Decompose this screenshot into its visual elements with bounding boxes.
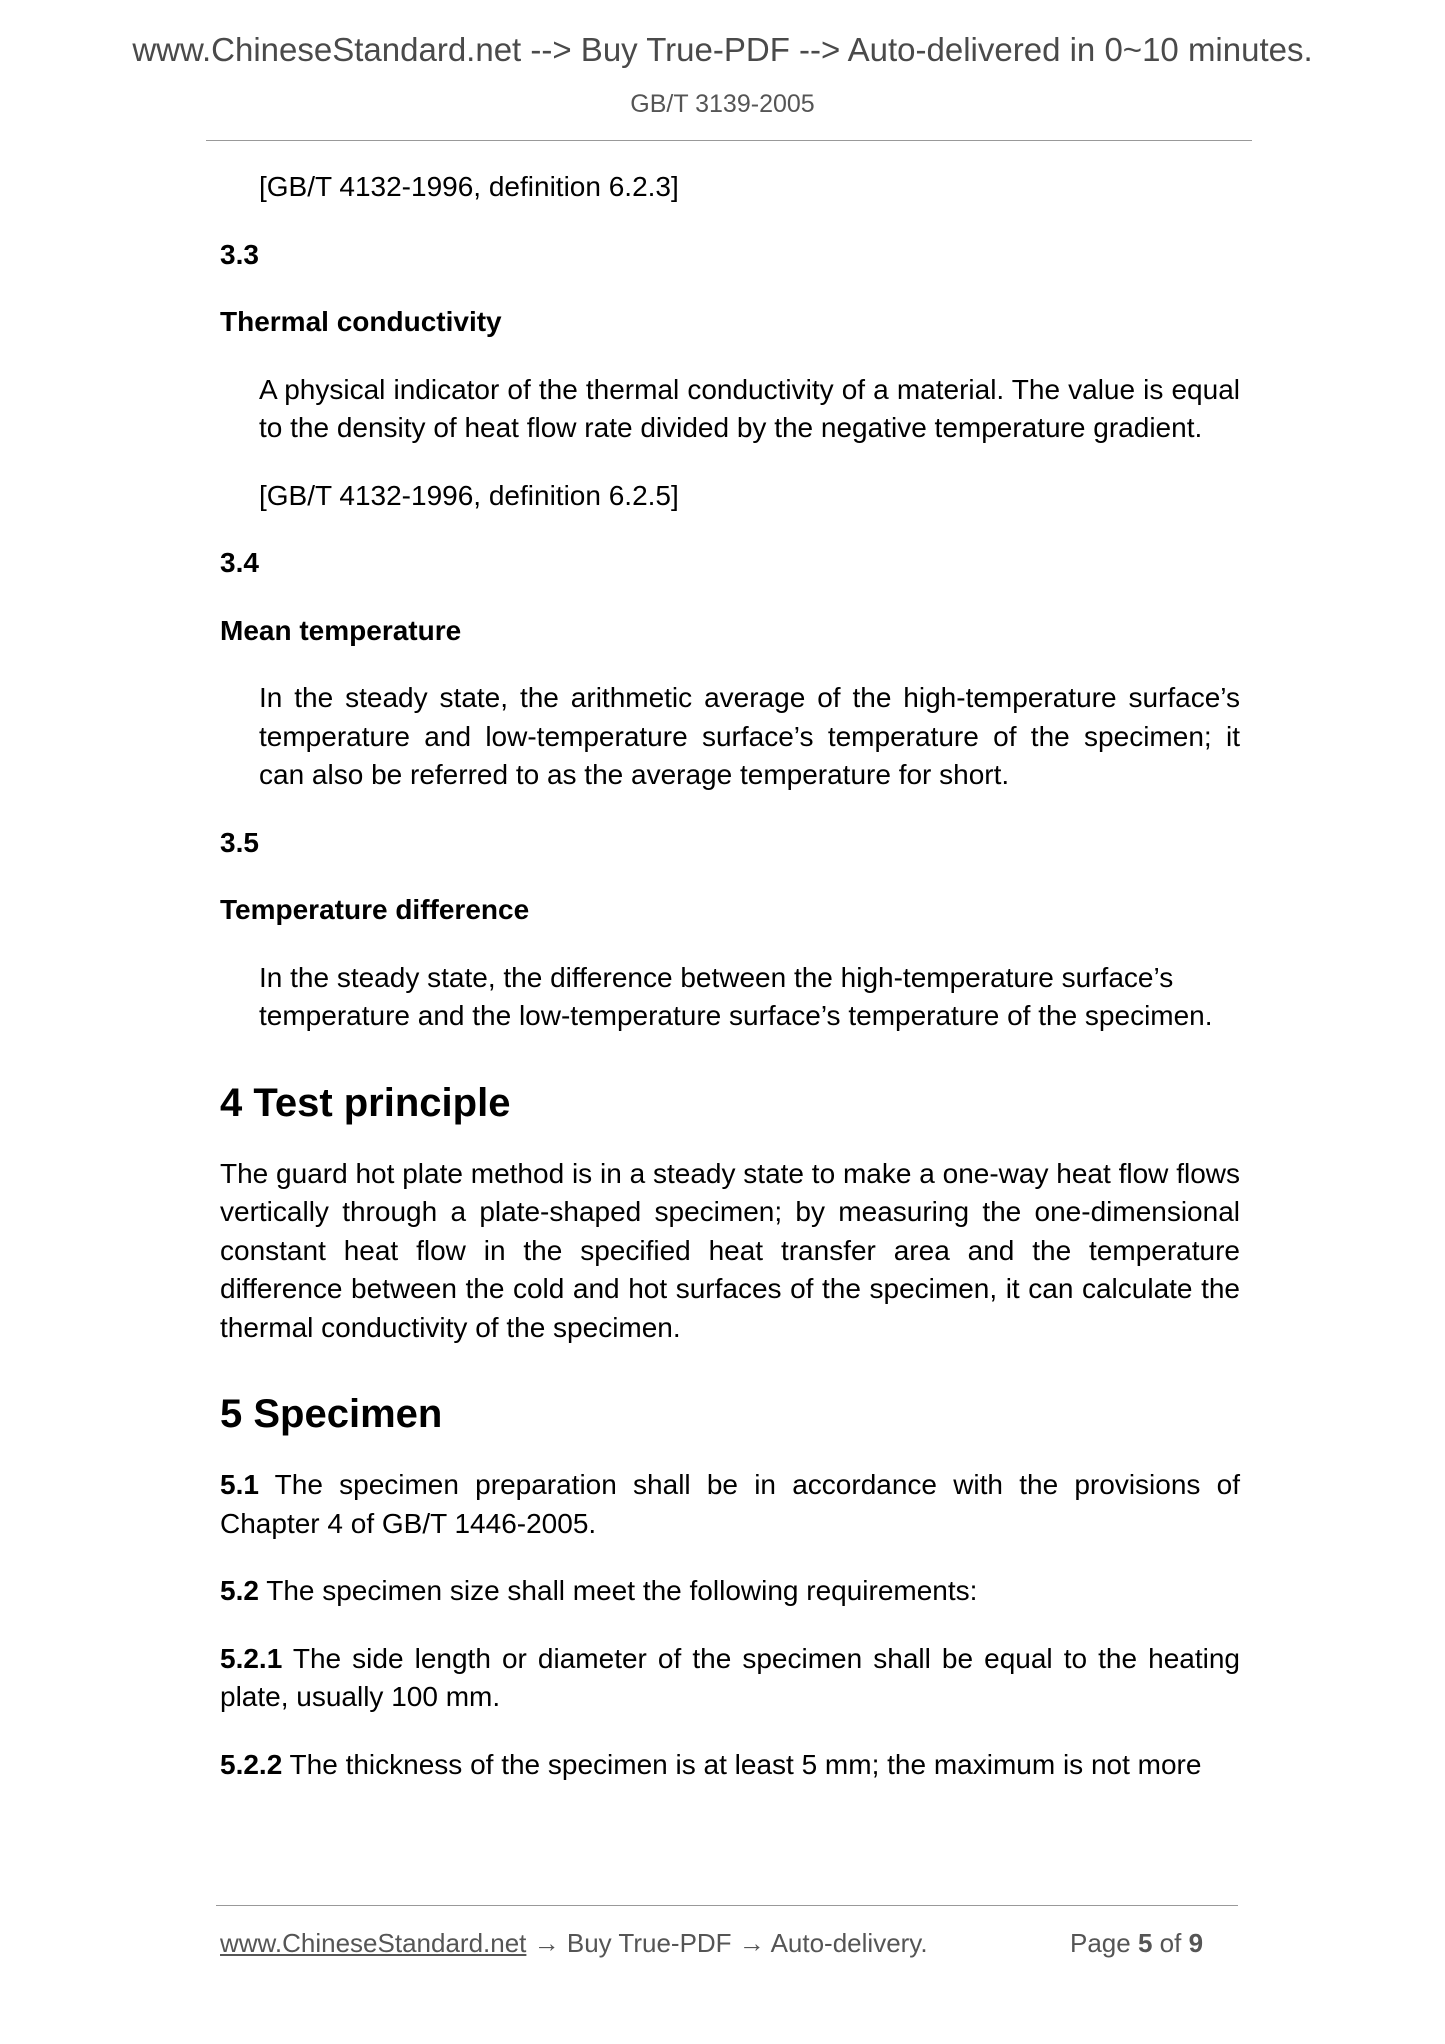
reference-6-2-3: [GB/T 4132-1996, definition 6.2.3]: [259, 171, 679, 202]
clause-3-5-definition: In the steady state, the difference between the high-temperature surface’s temperature and the low-temperature surface’s temperature of the specimen.: [259, 961, 1213, 1031]
section-4-paragraph: The guard hot plate method is in a steady state to make a one-way heat flow flows vertically through a plate-shaped specimen; by measuring the one-dimensional constant heat flow in the specified heat transfer area and the temperature difference between the cold and hot surfaces of the specimen, it can calculate the thermal conductivity of the specimen.: [220, 1157, 1240, 1343]
page-indicator: [1070, 1926, 1203, 1960]
clause-3-3-number: 3.3: [220, 238, 259, 270]
current-page-number: 5: [1137, 1928, 1153, 1958]
clause-3-4-number: 3.4: [220, 547, 259, 578]
clause-5-2-1-text: The side length or diameter of the specimen shall be equal to the heating plate, usually 100 mm.: [220, 1642, 1240, 1712]
clause-3-5-term: Temperature difference: [220, 894, 530, 925]
clause-5-2-2-text: The thickness of the specimen is at least 5 mm; the maximum is not more: [282, 1748, 1202, 1780]
clause-5-2-number: 5.2: [220, 1575, 259, 1606]
document-body: [220, 168, 1240, 1784]
clause-5-1: [220, 1466, 1240, 1543]
standard-code: GB/T 3139-2005: [630, 90, 815, 118]
footer-site-link[interactable]: www.ChineseStandard.net: [220, 1928, 527, 1958]
clause-3-3-term: Thermal conductivity: [220, 306, 502, 337]
footer-promo: [220, 1926, 928, 1960]
footer-promo-text: → Buy True-PDF → Auto-delivery.: [526, 1928, 928, 1958]
clause-5-2-2-number: 5.2.2: [220, 1748, 283, 1780]
clause-3-5-number: 3.5: [220, 826, 259, 858]
clause-3-3-reference: [GB/T 4132-1996, definition 6.2.5]: [259, 479, 679, 511]
section-5-heading: 5 Specimen: [220, 1392, 443, 1436]
clause-5-2-1: [220, 1640, 1240, 1717]
page-word: Page: [1070, 1928, 1138, 1958]
clause-5-1-text: The specimen preparation shall be in accordance with the provisions of Chapter 4 of GB/T 1446-2005.: [220, 1469, 1240, 1539]
of-word: of: [1152, 1928, 1189, 1958]
section-4-heading: 4 Test principle: [220, 1080, 511, 1125]
clause-5-2-text: The specimen size shall meet the following requirements:: [258, 1575, 978, 1606]
header-banner: www.ChineseStandard.net --> Buy True-PDF --> Auto-delivered in 0~10 minutes.: [132, 31, 1313, 68]
header-divider: [206, 140, 1252, 141]
clause-3-3-definition: A physical indicator of the thermal conductivity of a material. The value is equal to the density of heat flow rate divided by the negative temperature gradient.: [259, 373, 1240, 443]
clause-3-4-term: Mean temperature: [220, 614, 462, 646]
clause-5-2: [220, 1572, 1240, 1611]
footer-divider: [216, 1905, 1238, 1906]
clause-5-2-1-number: 5.2.1: [220, 1642, 283, 1674]
clause-3-4-definition: In the steady state, the arithmetic average of the high-temperature surface’s temperature and low-temperature surface’s temperature of the specimen; it can also be referred to as the average temperature for short.: [259, 682, 1240, 790]
clause-5-2-2: [220, 1746, 1240, 1785]
clause-5-1-number: 5.1: [220, 1469, 259, 1500]
total-pages-number: 9: [1188, 1928, 1204, 1958]
